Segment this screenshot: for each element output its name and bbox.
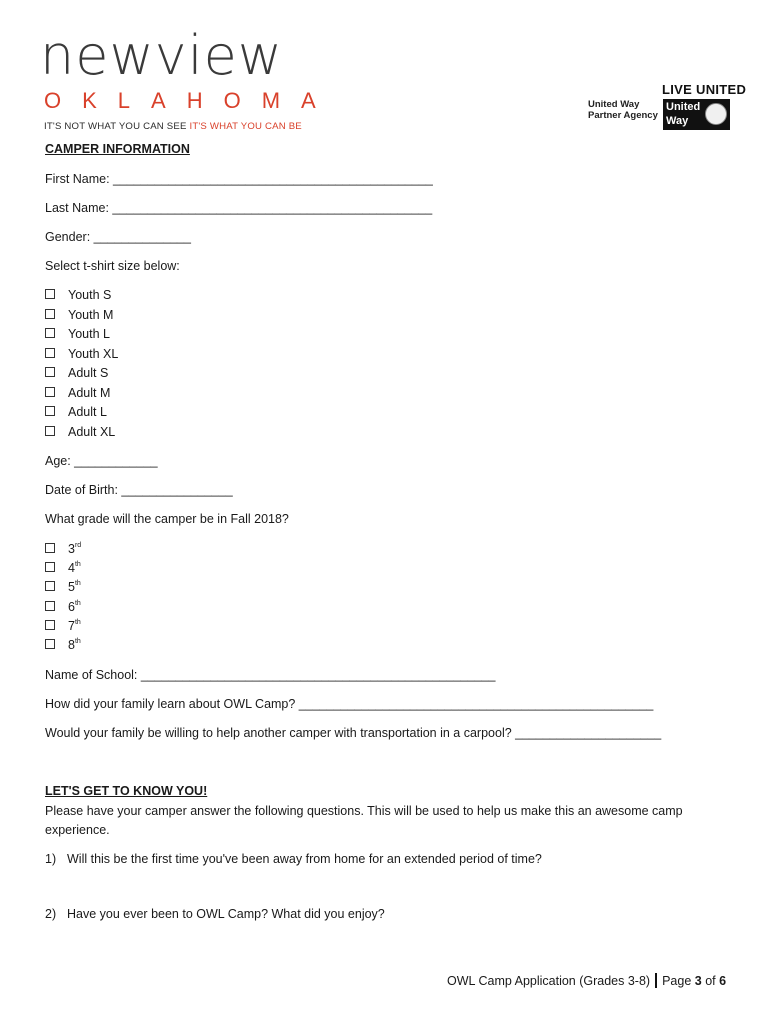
- tshirt-option[interactable]: [45, 366, 108, 380]
- uw-line-1: United: [666, 101, 701, 113]
- grade-suffix: rd: [74, 542, 82, 549]
- united-way-logo: [663, 99, 730, 130]
- checkbox-icon[interactable]: [45, 601, 55, 611]
- grade-number: 6: [68, 600, 75, 614]
- grade-suffix: th: [74, 619, 81, 626]
- checkbox-icon[interactable]: [45, 289, 55, 299]
- grade-number: 3: [68, 542, 75, 556]
- page-footer: [447, 973, 726, 988]
- grade-option[interactable]: [45, 580, 81, 594]
- tshirt-option[interactable]: [45, 288, 111, 302]
- grade-number: 5: [68, 580, 75, 594]
- footer-of-label: of: [701, 974, 720, 988]
- tshirt-option-label: Youth M: [68, 308, 114, 322]
- tshirt-option-label: Youth XL: [68, 347, 119, 361]
- united-way-emblem-icon: [705, 103, 727, 125]
- tshirt-option-label: Youth S: [68, 288, 112, 302]
- grade-number: 8: [68, 638, 75, 652]
- dob-field[interactable]: Date of Birth: ________________: [45, 483, 233, 497]
- tshirt-option-label: Adult XL: [68, 425, 116, 439]
- checkbox-icon[interactable]: [45, 581, 55, 591]
- question-number: 1): [45, 852, 57, 866]
- know-you-heading: LET'S GET TO KNOW YOU!: [45, 784, 208, 798]
- uw-line-2: Way: [666, 115, 689, 127]
- oklahoma-logo-text: OKLAHOMA: [44, 88, 337, 113]
- question-1: Will this be the first time you've been away from home for an extended period of time?: [67, 852, 542, 866]
- grade-number: 4: [68, 561, 75, 575]
- last-name-field[interactable]: Last Name: ______________________________________________: [45, 201, 433, 215]
- tshirt-option[interactable]: [45, 327, 110, 341]
- grade-suffix: th: [74, 561, 81, 568]
- checkbox-icon[interactable]: [45, 348, 55, 358]
- checkbox-icon[interactable]: [45, 387, 55, 397]
- checkbox-icon[interactable]: [45, 328, 55, 338]
- partner-line-1: United Way: [588, 99, 640, 110]
- question-number: 2): [45, 907, 57, 921]
- tshirt-option[interactable]: [45, 405, 107, 419]
- tshirt-option-label: Adult M: [68, 386, 111, 400]
- checkbox-icon[interactable]: [45, 426, 55, 436]
- footer-title: OWL Camp Application (Grades 3-8): [447, 974, 651, 988]
- checkbox-icon[interactable]: [45, 620, 55, 630]
- grade-option[interactable]: [45, 600, 81, 614]
- tshirt-option[interactable]: [45, 425, 115, 439]
- tshirt-option[interactable]: [45, 347, 118, 361]
- partner-line-2: Partner Agency: [588, 110, 658, 121]
- logo-tagline: [44, 121, 302, 132]
- grade-option[interactable]: [45, 561, 81, 575]
- carpool-field[interactable]: Would your family be willing to help another camper with transportation in a carpool? _____________________: [45, 726, 662, 740]
- footer-page-total: 6: [719, 974, 727, 988]
- tagline-part-a: IT'S NOT WHAT YOU CAN SEE: [44, 121, 187, 132]
- grade-option[interactable]: [45, 638, 81, 652]
- grade-suffix: th: [74, 600, 81, 607]
- camper-info-heading: CAMPER INFORMATION: [45, 142, 190, 156]
- gender-field[interactable]: Gender: ______________: [45, 230, 191, 244]
- grade-prompt: What grade will the camper be in Fall 2018?: [45, 512, 289, 526]
- age-field[interactable]: Age: ____________: [45, 454, 158, 468]
- grade-option[interactable]: [45, 619, 81, 633]
- question-2: Have you ever been to OWL Camp? What did you enjoy?: [67, 907, 385, 921]
- grade-suffix: th: [74, 580, 81, 587]
- tagline-part-b: IT'S WHAT YOU CAN BE: [186, 121, 302, 132]
- grade-option[interactable]: [45, 542, 81, 556]
- tshirt-option[interactable]: [45, 386, 110, 400]
- tshirt-option-label: Youth L: [68, 327, 110, 341]
- newview-logo-wordmark: newview: [40, 24, 283, 87]
- checkbox-icon[interactable]: [45, 367, 55, 377]
- tshirt-option-label: Adult S: [68, 366, 109, 380]
- grade-number: 7: [68, 619, 75, 633]
- tshirt-prompt: Select t-shirt size below:: [45, 259, 180, 273]
- united-way-logo-text: [666, 100, 700, 128]
- know-you-intro-line1: Please have your camper answer the following questions. This will be used to help us make this an awesome camp: [45, 804, 683, 818]
- checkbox-icon[interactable]: [45, 639, 55, 649]
- school-field[interactable]: Name of School: ___________________________________________________: [45, 668, 496, 682]
- checkbox-icon[interactable]: [45, 543, 55, 553]
- know-you-intro-line2: experience.: [45, 823, 110, 837]
- checkbox-icon[interactable]: [45, 406, 55, 416]
- live-united-text: LIVE UNITED: [662, 82, 747, 97]
- united-way-partner-label: [588, 99, 658, 121]
- footer-page-number: 3: [694, 974, 702, 988]
- learn-about-field[interactable]: How did your family learn about OWL Camp? ___________________________________________________: [45, 697, 654, 711]
- footer-divider: [655, 973, 657, 988]
- checkbox-icon[interactable]: [45, 562, 55, 572]
- checkbox-icon[interactable]: [45, 309, 55, 319]
- first-name-field[interactable]: First Name: ______________________________________________: [45, 172, 433, 186]
- tshirt-option[interactable]: [45, 308, 113, 322]
- footer-page-label: Page: [662, 974, 695, 988]
- grade-suffix: th: [74, 638, 81, 645]
- tshirt-option-label: Adult L: [68, 405, 107, 419]
